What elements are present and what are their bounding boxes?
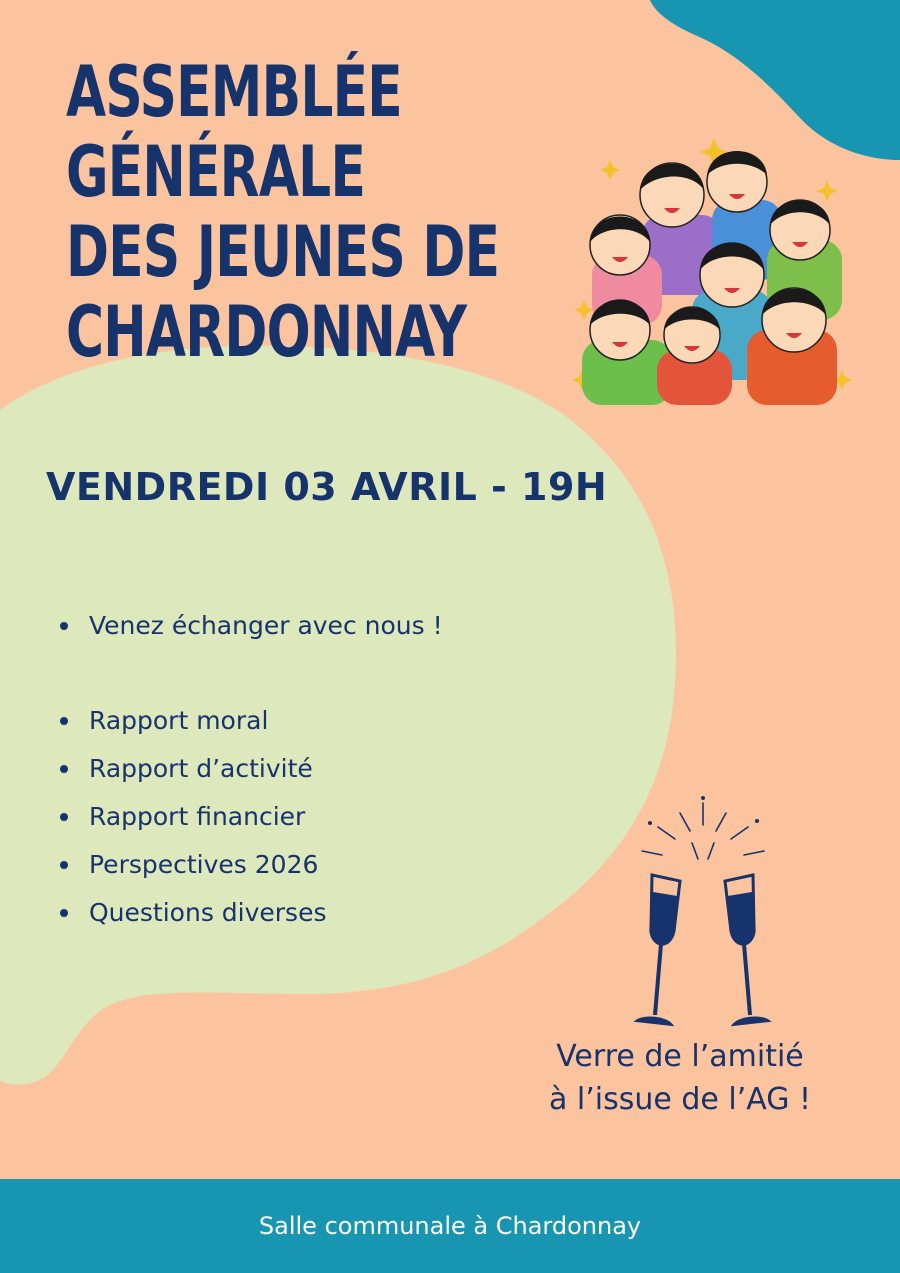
title-line-3: CHARDONNAY xyxy=(66,291,467,373)
agenda-list xyxy=(60,697,327,937)
list-item: Rapport moral xyxy=(60,697,327,745)
title-line-1: ASSEMBLÉE GÉNÉRALE xyxy=(66,51,402,213)
champagne-toast-icon xyxy=(630,795,775,1035)
right-glass xyxy=(725,875,769,1025)
intro-list xyxy=(60,602,443,650)
list-item: Rapport financier xyxy=(60,793,327,841)
footer-band xyxy=(0,1179,900,1273)
list-item: Questions diverses xyxy=(60,889,327,937)
friendship-line-2: à l’issue de l’AG ! xyxy=(548,1082,812,1117)
list-item: Rapport d’activité xyxy=(60,745,327,793)
title-line-2: DES JEUNES DE xyxy=(66,211,500,293)
sparkle-lines xyxy=(642,803,764,859)
event-location: Salle communale à Chardonnay xyxy=(258,1212,642,1240)
friendship-line-1: Verre de l’amitié xyxy=(556,1039,804,1074)
list-item: Perspectives 2026 xyxy=(60,841,327,889)
event-date-time: VENDREDI 03 AVRIL - 19H xyxy=(46,465,608,509)
list-item: Venez échanger avec nous ! xyxy=(60,602,443,650)
left-glass xyxy=(636,875,680,1025)
friendship-drink-note xyxy=(470,1035,890,1121)
cheering-children-illustration xyxy=(572,130,872,405)
